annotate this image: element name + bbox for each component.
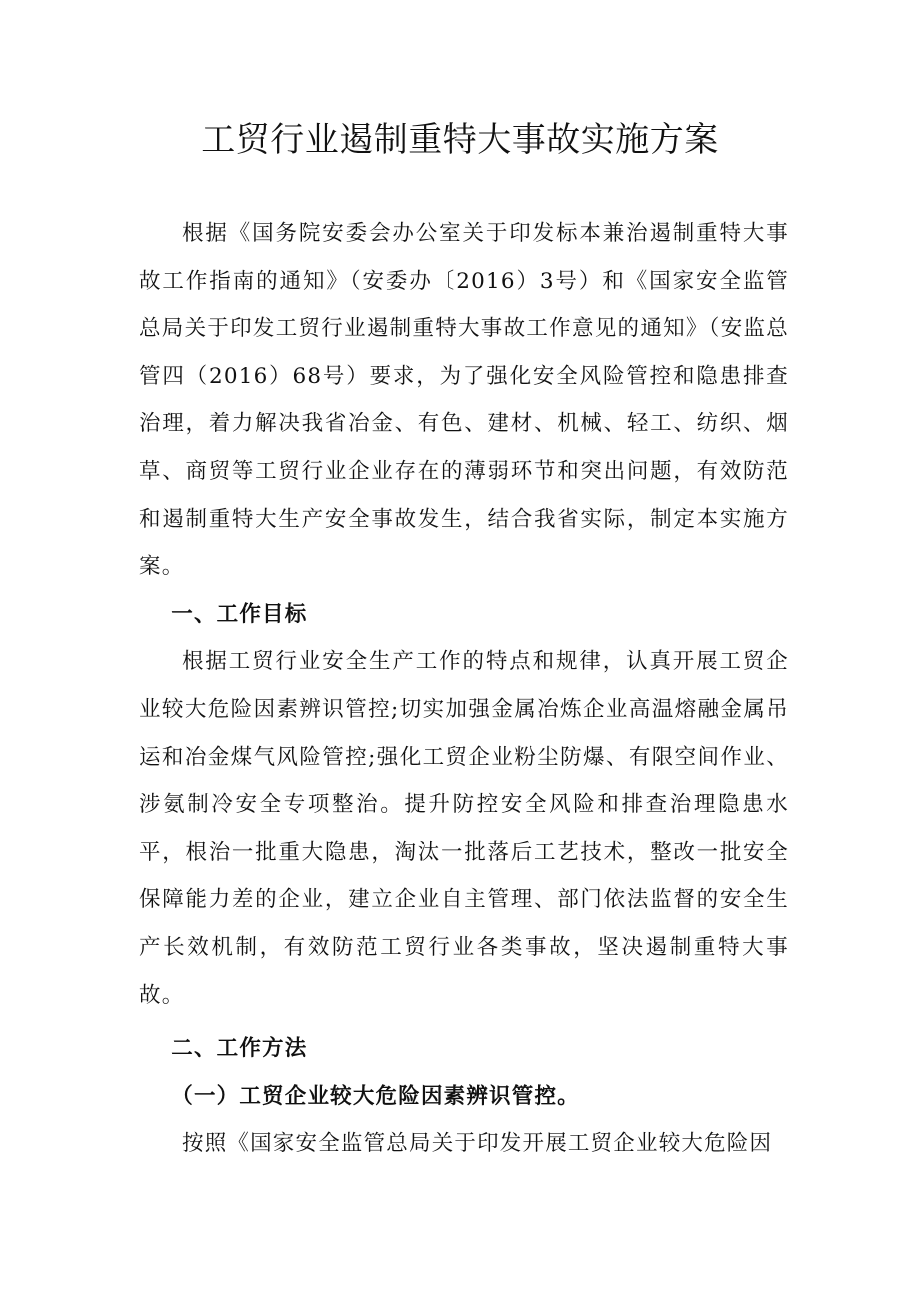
paragraph-goals: 根据工贸行业安全生产工作的特点和规律，认真开展工贸企业较大危险因素辨识管控;切实加强金属冶炼企业高温熔融金属吊运和冶金煤气风险管控;强化工贸企业粉尘防爆、有限空间作业、涉氨制冷安全专项整治。提升防控安全风险和排查治理隐患水平，根治一批重大隐患，淘汰一批落后工艺技术，整改一批安全保障能力差的企业，建立企业自主管理、部门依法监督的安全生产长效机制，有效防范工贸行业各类事故，坚决遏制重特大事故。: [139, 649, 789, 1008]
document-title: 工贸行业遏制重特大事故实施方案: [201, 120, 719, 160]
document-body: [139, 210, 789, 1168]
paragraph-risk-control: 按照《国家安全监管总局关于印发开展工贸企业较大危险因: [182, 1131, 773, 1157]
section-heading-methods: 二、工作方法: [171, 1036, 308, 1062]
subsection-heading-risk-control: （一）工贸企业较大危险因素辨识管控。: [171, 1083, 580, 1109]
paragraph-intro: 根据《国务院安委会办公室关于印发标本兼治遏制重特大事故工作指南的通知》（安委办〔2016）3号）和《国家安全监管总局关于印发工贸行业遏制重特大事故工作意见的通知》（安监总管四（2016）68号）要求，为了强化安全风险管控和隐患排查治理，着力解决我省冶金、有色、建材、机械、轻工、纺织、烟草、商贸等工贸行业企业存在的薄弱环节和突出问题，有效防范和遏制重特大生产安全事故发生，结合我省实际，制定本实施方案。: [139, 221, 789, 580]
section-heading-goals: 一、工作目标: [171, 601, 308, 627]
